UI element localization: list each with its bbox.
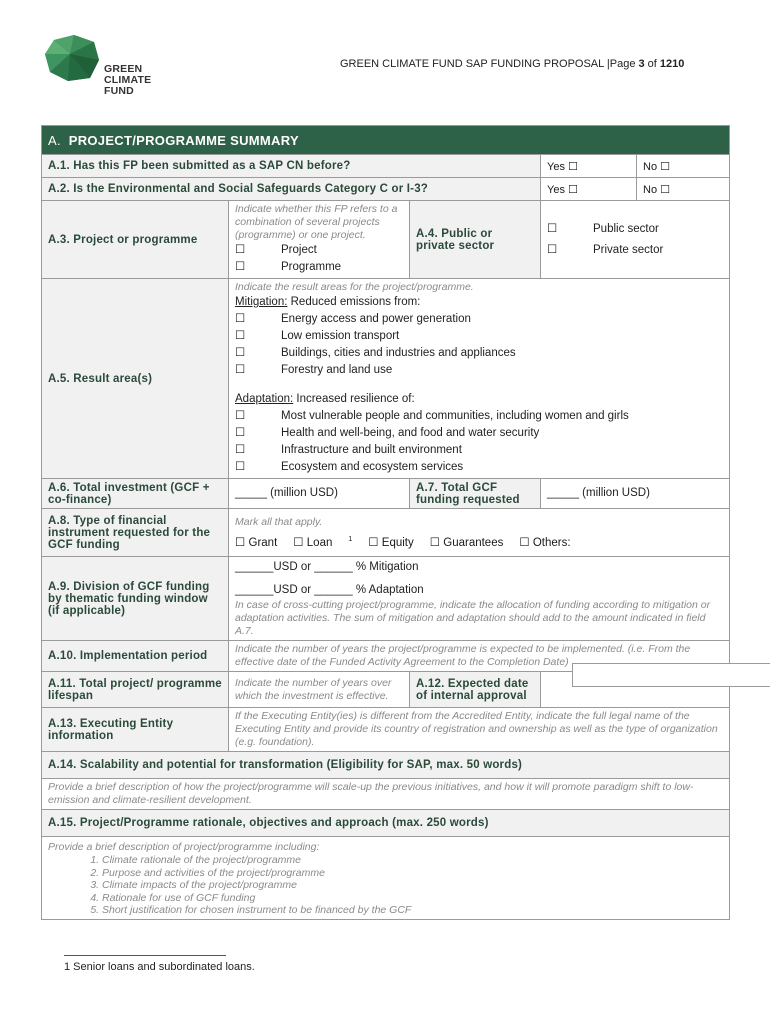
a3-field[interactable]: [229, 201, 410, 279]
page-header: GREEN CLIMATE FUND SAP FUNDING PROPOSAL |Page 3 of 1210: [340, 58, 685, 70]
a4-option-private[interactable]: ☐ Private sector: [547, 243, 664, 256]
gcf-logo-icon: [44, 34, 100, 82]
a3-a4-row: [42, 201, 730, 279]
a15-label: A.15. Project/Programme rationale, objectives and approach (max. 250 words): [42, 810, 730, 837]
a1-yes-checkbox[interactable]: Yes ☐: [541, 155, 637, 178]
section-header-row: A. PROJECT/PROGRAMME SUMMARY: [42, 126, 730, 155]
a5-hint: Indicate the result areas for the project/programme.: [235, 281, 474, 293]
a15-field[interactable]: [42, 837, 730, 920]
section-title: PROJECT/PROGRAMME SUMMARY: [68, 132, 299, 148]
footnote-divider: [64, 955, 226, 956]
a8-equity-checkbox[interactable]: ☐ Equity: [368, 537, 414, 549]
a5-mitigation-option[interactable]: ☐ Forestry and land use: [235, 364, 393, 376]
a8-loan-checkbox[interactable]: ☐ Loan $^1$: [293, 536, 353, 549]
a15-input-row: [42, 837, 730, 920]
a14-hint[interactable]: Provide a brief description of how the project/programme will scale-up the previous initiatives, and how it will promote paradigm shift to low-emission and climate-resilient development.: [42, 779, 730, 810]
a13-hint[interactable]: If the Executing Entity(ies) is different from the Accredited Entity, indicate the full legal name of the Executing Entity and provide its country of registration and ownership as well as the type of organization (e.g. foundation).: [229, 708, 730, 752]
a14-label: A.14. Scalability and potential for transformation (Eligibility for SAP, max. 50 words): [42, 752, 730, 779]
list-item: 5. Short justification for chosen instrument to be financed by the GCF: [102, 904, 723, 917]
a13-row: [42, 708, 730, 752]
list-item: 2. Purpose and activities of the project/programme: [102, 867, 723, 880]
list-item: 1. Climate rationale of the project/programme: [102, 854, 723, 867]
a8-hint: Mark all that apply.: [235, 516, 323, 528]
project-summary-table: [41, 125, 730, 920]
a3-label: A.3. Project or programme: [42, 201, 229, 279]
a11-label: A.11. Total project/ programme lifespan: [42, 672, 229, 708]
a8-field[interactable]: [229, 509, 730, 557]
a2-no-checkbox[interactable]: No ☐: [637, 178, 730, 201]
a12-label: A.12. Expected date of internal approval: [410, 672, 541, 708]
a3-option-programme[interactable]: ☐ Programme: [235, 261, 342, 273]
a9-hint: In case of cross-cutting project/programme, indicate the allocation of funding according to mitigation or adaptation activities. The sum of mitigation and adaptation should add to the amount indicated in field A.7.: [235, 599, 711, 637]
a5-mitigation-option[interactable]: ☐ Energy access and power generation: [235, 313, 471, 325]
a11-hint[interactable]: Indicate the number of years over which the investment is effective.: [229, 672, 410, 708]
a5-row: [42, 279, 730, 479]
a5-mitigation-heading: Mitigation: Reduced emissions from:: [235, 296, 421, 308]
a3-hint: Indicate whether this FP refers to a combination of several projects (programme) or one project.: [235, 203, 398, 241]
a9-field[interactable]: [229, 557, 730, 641]
a4-field[interactable]: [541, 201, 730, 279]
a5-mitigation-option[interactable]: ☐ Low emission transport: [235, 330, 400, 342]
a15-label-row: [42, 810, 730, 837]
a14-input-row: [42, 779, 730, 810]
a8-label: A.8. Type of financial instrument requested for the GCF funding: [42, 509, 229, 557]
a2-yes-checkbox[interactable]: Yes ☐: [541, 178, 637, 201]
a9-adaptation-input[interactable]: ______USD or ______ % Adaptation: [235, 584, 424, 596]
a4-option-public[interactable]: ☐ Public sector: [547, 222, 659, 235]
a5-adaptation-heading: Adaptation: Increased resilience of:: [235, 393, 415, 405]
a9-mitigation-input[interactable]: ______USD or ______ % Mitigation: [235, 561, 419, 573]
a8-grant-checkbox[interactable]: ☐ Grant: [235, 537, 278, 549]
gcf-logo-text: GREEN CLIMATE FUND: [104, 63, 152, 97]
a9-label: A.9. Division of GCF funding by thematic funding window (if applicable): [42, 557, 229, 641]
a5-label: A.5. Result area(s): [42, 279, 229, 479]
list-item: 4. Rationale for use of GCF funding: [102, 892, 723, 905]
a8-row: [42, 509, 730, 557]
a6-a7-row: [42, 479, 730, 509]
a2-row: [42, 178, 730, 201]
a5-adaptation-option[interactable]: ☐ Most vulnerable people and communities, including women and girls: [235, 410, 629, 422]
a1-row: [42, 155, 730, 178]
a1-no-checkbox[interactable]: No ☐: [637, 155, 730, 178]
a5-adaptation-option[interactable]: ☐ Ecosystem and ecosystem services: [235, 461, 464, 473]
a5-mitigation-option[interactable]: ☐ Buildings, cities and industries and appliances: [235, 347, 516, 359]
list-item: 3. Climate impacts of the project/programme: [102, 879, 723, 892]
a6-input[interactable]: _____ (million USD): [229, 479, 410, 509]
footnote: 1 Senior loans and subordinated loans.: [64, 961, 255, 973]
a8-others-checkbox[interactable]: ☐ Others:: [519, 537, 571, 549]
a12-date-input-overflow[interactable]: [572, 663, 770, 687]
a14-label-row: [42, 752, 730, 779]
a3-option-project[interactable]: ☐ Project: [235, 244, 317, 256]
a2-label: A.2. Is the Environmental and Social Safeguards Category C or I-3?: [42, 178, 541, 201]
a15-list: [48, 854, 723, 917]
a15-hint: Provide a brief description of project/programme including:: [48, 841, 320, 853]
a4-label: A.4. Public or private sector: [410, 201, 541, 279]
a6-label: A.6. Total investment (GCF + co-finance): [42, 479, 229, 509]
a8-guarantees-checkbox[interactable]: ☐ Guarantees: [429, 537, 504, 549]
a5-field[interactable]: [229, 279, 730, 479]
a7-input[interactable]: _____ (million USD): [541, 479, 730, 509]
a10-label: A.10. Implementation period: [42, 641, 229, 672]
a1-label: A.1. Has this FP been submitted as a SAP CN before?: [42, 155, 541, 178]
a5-adaptation-option[interactable]: ☐ Infrastructure and built environment: [235, 444, 462, 456]
a7-label: A.7. Total GCF funding requested: [410, 479, 541, 509]
a5-adaptation-option[interactable]: ☐ Health and well-being, and food and water security: [235, 427, 540, 439]
a10-hint[interactable]: Indicate the number of years the project/programme is expected to be implemented. (i.e. From the effective date of the Funded Activity Agreement to the Completion Date): [229, 641, 730, 672]
a13-label: A.13. Executing Entity information: [42, 708, 229, 752]
a9-row: [42, 557, 730, 641]
